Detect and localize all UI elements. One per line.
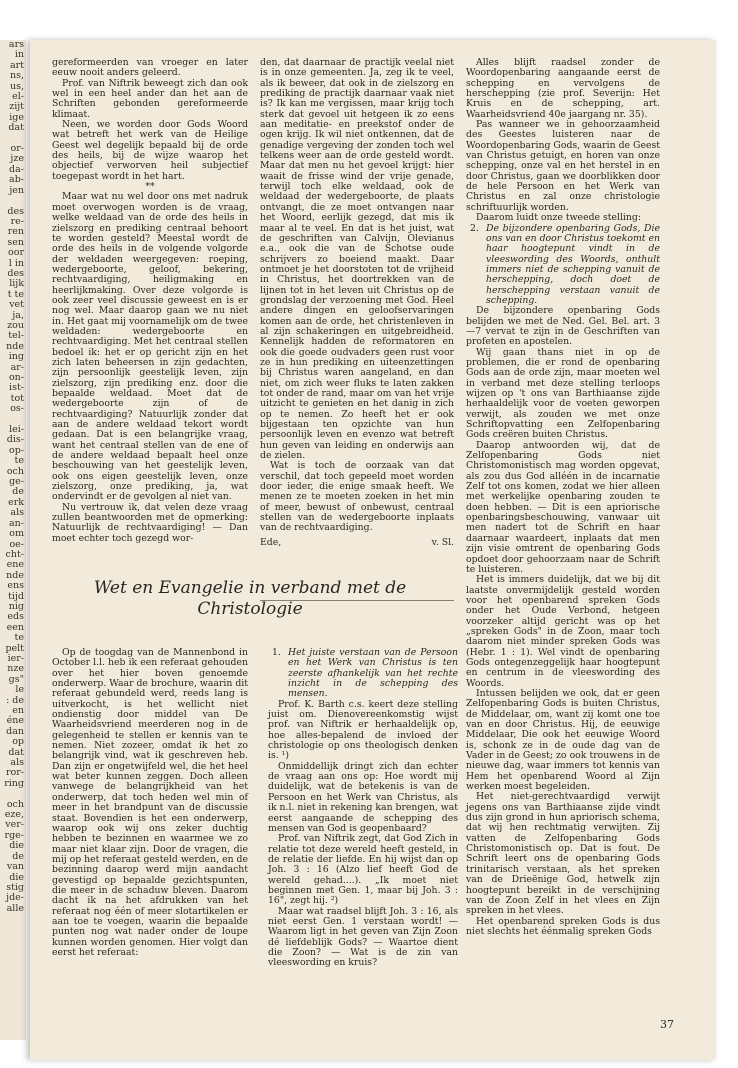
edge-fragment: rge- — [4, 829, 24, 841]
edge-fragment: ige — [9, 111, 24, 123]
paragraph: Maar wat raadsel blijft Joh. 3 : 16, als niet eerst Gen. 1 verstaan wordt! — Waarom ligt in het geven van Zijn Zoon dé liefdeblijk Gods? — Waartoe dient die Zoon? — Wat is de zin van vleeswording en kruis? — [268, 905, 458, 969]
edge-fragment: zijt — [9, 101, 24, 113]
paragraph: Op de toogdag van de Mannenbond in October l.l. heb ik een referaat gehouden over het hier boven genoemde onderwerp. Waar de brochure, waarin dit referaat gebundeld werd, reeds lang is uitverkocht, is het wellicht niet ondienstig door middel van De Waarheidsvriend meerderen nog in de gelegenheid te stellen er kennis van te nemen. Niet zozeer, omdat ik het zo belangrijk vind, wat ik geschreven heb. Dan zijn er ongetwijfeld wel, die het heel wat beter kunnen zeggen. Doch alleen vanwege de belangrijkheid van het onderwerp, dat toch heden wel min of meer in het brandpunt van de discussie staat. Bovendien is het een onderwerp, waarop ook wij ons zeker duchtig hebben te bezinnen en waarmee we zo maar niet klaar zijn. Door de vragen, die mij op het referaat gesteld werden, en de bezinning daarop werd mijn aandacht gevestigd op bepaalde gezichtspunten, die meer in de schaduw bleven. Daarom dacht ik na het afdrukken van het referaat nog één of meer slotartikelen er aan toe te voegen, waarin die bepaalde punten nog wat nader onder de loupe kunnen worden genomen. Hier volgt dan eerst het referaat: — [52, 647, 248, 958]
edge-fragment: oor — [8, 247, 24, 259]
edge-fragment: alle — [6, 902, 24, 914]
edge-fragment: dis- — [6, 434, 24, 446]
edge-fragment: ar- — [10, 361, 24, 373]
edge-fragment: art — [9, 59, 24, 71]
thesis-2 — [466, 224, 660, 307]
thesis-1 — [268, 648, 458, 700]
edge-fragment: eds — [7, 611, 24, 623]
edge-fragment: le — [15, 684, 24, 696]
thesis-number: 1. — [272, 647, 281, 658]
edge-fragment: ren — [7, 226, 24, 238]
edge-fragment: or- — [10, 143, 24, 155]
section-separator: ** — [145, 181, 155, 193]
edge-fragment: l in — [8, 257, 24, 269]
signature-author: v. Sl. — [431, 536, 454, 548]
edge-fragment: ist- — [9, 382, 24, 394]
edge-fragment: des — [7, 267, 24, 279]
paragraph: Daarop antwoorden wij, dat de Zelfopenbaring Gods niet Christomonistisch mag worden opgevat, als zou dus God alléén in de incarnatie Zelf tot ons komen, zodat we hier alleen met werkelijke openbaring zouden te doen hebben. — Dit is een apriorische openbaringsbeschouwing, vanwaar uit men nadert tot de Schrift en haar daarnaar waardeert, inplaats dat men zijn visie omtrent de openbaring Gods opdoet door gehoorzaam naar de Schrift te luisteren. — [466, 439, 660, 575]
edge-fragment: re- — [10, 215, 24, 227]
paragraph: Het niet-gerechtvaardigd verwijt jegens ons van Barthiaanse zijde vindt dus zijn grond in hun apriorisch schema, dat wij hen rechtmatig verwijten. Zij vatten de Zelfopenbaring Gods Christomonistisch op. Dat is fout. De Schrift leert ons de openbaring Gods trinitarisch verstaan, als het spreken van de Drieënige God, hetwelk zijn hoogtepunt bereikt in de verschijning van de Zoon Zelf in het vlees en Zijn spreken in het vlees. — [466, 791, 660, 917]
edge-fragment: tot — [10, 392, 24, 404]
paragraph: Prof. K. Barth c.s. keert deze stelling juist om. Dienovereenkomstig wijst prof. van Niftrik er herhaaldelijk op, hoe alles-bepalend de invloed der christologie op ons theologisch denken is. ¹) — [268, 698, 458, 762]
page-number: 37 — [660, 1018, 674, 1031]
edge-fragment: nig — [8, 600, 24, 612]
signature-place: Ede, — [260, 536, 282, 548]
paragraph: Intussen belijden we ook, dat er geen Zelfopenbaring Gods is buiten Christus, de Middelaar, om, want zij komt one toe van en door Christus. Hij, de eeuwige Middelaar, Die ook het eeuwige Woord is, schonk ze in de oude dag van de Vader in de Geest; zo ook trouwens in de nieuwe dag, waar immers tot kennis van Hem het openbarend Woord al Zijn werken moest begeleiden. — [466, 687, 660, 793]
edge-fragment: ror- — [5, 767, 24, 779]
paragraph: Het is immers duidelijk, dat we bij dit laatste onvermijdelijk gesteld worden voor het openbarend spreken Gods onder het Oude Verbond, hetgeen voorzeker altijd gericht was op het „spreken Gods" in de Zoon, maar toch daarom niet minder spreken Gods was (Hebr. 1 : 1). Wel vindt de openbaring Gods ontegenzeggelijk haar hoogtepunt en centrum in de vleeswording des Woords. — [466, 574, 660, 689]
edge-fragment: och — [6, 465, 24, 477]
edge-fragment: ens — [7, 580, 24, 592]
thesis-number: 2. — [470, 222, 479, 234]
edge-fragment: eze, — [4, 809, 24, 821]
edge-fragment: och — [6, 798, 24, 810]
edge-fragment: el- — [12, 91, 24, 103]
edge-fragment: dat — [8, 122, 24, 134]
edge-fragment: de — [12, 486, 24, 498]
paragraph: Wat is toch de oorzaak van dat verschil, dat toch gepeeld moet worden door ieder, die enige smaak heeft. We menen ze te moeten zoeken in het min of meer, bewust of onbewust, centraal stellen van de wedergeboorte inplaats van de rechtvaardiging. — [260, 460, 454, 534]
edge-fragment: jde- — [6, 892, 24, 904]
edge-fragment: tijd — [8, 590, 24, 602]
edge-fragment: in — [14, 49, 24, 61]
paragraph: De bijzondere openbaring Gods belijden we met de Ned. Gel. Bel. art. 3—7 vervat te zijn in de Geschriften van profeten en apostelen. — [466, 305, 660, 348]
edge-fragment: jen — [9, 184, 24, 196]
edge-fragment: nze — [7, 663, 24, 675]
edge-fragment: ier- — [7, 652, 24, 664]
edge-fragment: die — [9, 871, 24, 883]
paragraph: den, dat daarnaar de practijk veelal niet is in onze gemeenten. Ja, zeg ik te veel, als ik beweer, dat ook in de zielszorg en prediking de practijk daarnaar vaak niet is? Ik kan me vergissen, maar krijg toch sterk dat gevoel uit hetgeen ik zo eens aan meditatie- en preekstof onder de ogen krijg. Ik wil niet ontkennen, dat de genadige vergeving der zonden toch wel telkens weer aan de orde gesteld wordt. Maar dat men nu het gevoel krijgt: hier waait de frisse wind der vrije genade, terwijl toch elke weldaad, ook de weldaad der wedergeboorte, de plaats ontvangt, die ze moet ontvangen naar het Woord, eerlijk gezegd, dat mis ik maar al te veel. En dat is het juist, wat de geschriften van Calvijn, Olevianus e.a., ook die van de Schotse oude schrijvers zo boeiend maakt. Daar ontmoet je het doorstoten tot de vrijheid in Christus, het doortrekken van de lijnen tot in het leven uit Christus op de grondslag der verzoening met God. Heel andere dingen en geloofservaringen komen aan de orde, het christenleven in al zijn schakeringen en uitgebreidheid. Kennelijk hadden de reformatoren en ook die goede oudvaders geen rust voor ze in hun prediking en uiteenzettingen bij Christus waren aangeland, en dan niet, om zich weer fluks te laten zakken tot onder de rand, maar om van het vrije uitzicht te genieten en het danig in zich op te nemen. Zo heeft het er ook bijgestaan ten opzichte van hun persoonlijk leven en evenzo wat betreft hun geven van leiding en onderwijs aan de zielen. — [260, 57, 454, 462]
edge-fragment: oe- — [9, 538, 24, 550]
column-3 — [466, 58, 660, 937]
edge-fragment: stig — [6, 881, 24, 893]
edge-fragment: nde — [6, 569, 24, 581]
paragraph: Daarom luidt onze tweede stelling: — [476, 212, 641, 224]
edge-fragment: da- — [9, 163, 24, 175]
edge-fragment: vet — [9, 299, 24, 311]
edge-fragment: t te — [7, 288, 24, 300]
edge-fragment: : de — [6, 694, 24, 706]
edge-fragment: tel- — [8, 330, 24, 342]
article-column-1 — [52, 648, 248, 958]
paragraph: Prof. van Niftrik beweegt zich dan ook wel in een heel ander dan het aan de Schriften gebonden gereformeerde klimaat. — [52, 77, 248, 120]
edge-fragment: op — [12, 736, 24, 748]
paragraph: Alles blijft raadsel zonder de Woordopenbaring aangaande eerst de schepping en vervolgens de herschepping (zie prof. Severijn: Het Kruis en de schepping, art. Waarheidsvriend 40e jaargang nr. 35). — [466, 57, 660, 120]
edge-fragment: een — [6, 621, 24, 633]
thesis-text: Het juiste verstaan van de Persoon en het Werk van Christus is ten zeerste afhankelijk van het rechte inzicht in de schepping des mensen. — [288, 647, 458, 700]
paragraph: Pas wanneer we in gehoorzaamheid des Geestes luisteren naar de Woordopenbaring Gods, waarin de Geest van Christus getuigt, en horen van onze schepping, onze val en het herstel in en door Christus, gaan we doorblikken door de hele Persoon en het Werk van Christus en zal onze christologie schriftuurlijk worden. — [466, 119, 660, 213]
column-1 — [52, 58, 248, 544]
edge-fragment: ge- — [9, 476, 24, 488]
edge-fragment: des — [7, 205, 24, 217]
paragraph: Onmiddellijk dringt zich dan echter de vraag aan ons op: Hoe wordt mij duidelijk, wat de betekenis is van de Persoon en het Werk van Christus, als ik n.l. niet in rekening kan brengen, wat eerst aangaande de schepping des mensen van God is geopenbaard? — [268, 760, 458, 834]
edge-fragment: on- — [8, 372, 24, 383]
paragraph: Wij gaan thans niet in op de problemen, die er rond de openbaring Gods aan de orde zijn, maar moeten wel in verband met deze stelling terloops wijzen op 't ons van Barthiaanse zijde herhaaldelijk voor de voeten geworpen verwijt, als zouden we met onze Schriftopvatting een Zelfopenbaring Gods creëren buiten Christus. — [466, 346, 660, 441]
edge-fragment: pelt — [5, 642, 24, 654]
edge-fragment: dat — [8, 746, 24, 758]
article-title: Wet en Evangelie in verband met de Christologie — [93, 578, 407, 619]
edge-fragment: an- — [9, 517, 24, 529]
paragraph: gereformeerden van vroeger en later eeuw nooit anders geleerd. — [52, 57, 248, 79]
edge-fragment: als — [10, 507, 24, 519]
edge-fragment: ing — [8, 351, 24, 363]
edge-fragment: erk — [8, 496, 24, 508]
edge-fragment: lijk — [9, 278, 24, 290]
column-2 — [260, 58, 454, 548]
edge-fragment: van — [6, 861, 24, 873]
edge-fragment: om — [9, 528, 24, 540]
edge-fragment: ver- — [5, 819, 24, 831]
paragraph: Neen, we worden door Gods Woord wat betreft het werk van de Heilige Geest wel degelijk bepaald bij de orde des heils, bij de wijze waarop het objectief verworven heil subjectief toegepast wordt in het hart. — [52, 119, 248, 182]
paragraph: Maar wat nu wel door ons met nadruk moet overwogen worden is de vraag, welke weldaad van de orde des heils in zielszorg en prediking centraal behoort te worden gesteld? Meestal wordt de orde des heils in de volgende volgorde der weldaden weergegeven: roeping, wedergeboorte, geloof, bekering, rechtvaardiging, heiligmaking en heerlijkmaking. Over deze volgorde is ook zeer veel discussie geweest en is er nog wel. Maar daarop gaan we nu niet in. Het gaat mij voornamelijk om de twee weldaden: wedergeboorte en rechtvaardiging. Met het centraal stellen bedoel ik: het er op gericht zijn en het zich laten beheersen in zijn gedachten, zijn persoonlijk geestelijk leven, zijn zielszorg, zijn prediking enz. door die bepaalde weldaad. Moet dat de wedergeboorte zijn of de rechtvaardiging? Natuurlijk zonder dat aan de andere weldaad tekort wordt gedaan. Dat is een belangrijke vraag, want het centraal stellen van de ene of de andere weldaad bepaalt heel onze beschouwing van het geestelijk leven, ook ons eigen geestelijk leven, onze zielszorg, onze prediking, ja, wat ondervindt er de gevolgen al niet van. — [52, 191, 248, 503]
previous-page-edge — [0, 40, 26, 1040]
edge-fragment: nde — [6, 340, 24, 352]
thesis-text: De bijzondere openbaring Gods, Die ons van en door Christus toekomt en haar hoogtepunt vindt in de vleeswording des Woords, onthult immers niet de schepping vanuit de herschepping, doch doet de herschepping verstaan vanuit de schepping. — [486, 222, 660, 306]
edge-fragment: gs" — [8, 673, 24, 685]
edge-fragment: sen — [7, 236, 24, 248]
edge-fragment — [0, 196, 26, 206]
paragraph: Nu vertrouw ik, dat velen deze vraag zullen beantwoorden met de opmerking: Natuurlijk de rechtvaardiging! — Dan moet echter toch gezegd wor- — [52, 501, 248, 544]
edge-fragment: éne — [6, 715, 24, 727]
edge-fragment: jze — [10, 153, 24, 165]
edge-fragment: op- — [8, 444, 24, 456]
edge-fragment: te — [14, 632, 24, 644]
edge-fragment: zou — [7, 319, 24, 331]
edge-fragment: als — [10, 757, 24, 769]
edge-fragment: us, — [9, 80, 24, 92]
edge-fragment: dan — [6, 725, 24, 737]
edge-fragment: cht- — [5, 548, 24, 560]
edge-fragment: ns, — [9, 70, 24, 82]
edge-fragment: ars — [8, 40, 24, 50]
edge-fragment: die — [9, 840, 24, 852]
edge-fragment: te — [14, 455, 24, 467]
edge-fragment: ab- — [9, 174, 24, 186]
paragraph: Het openbarend spreken Gods is dus niet slechts het éénmalig spreken Gods — [466, 915, 660, 937]
edge-fragment: os- — [10, 403, 24, 415]
edge-fragment: de — [12, 850, 24, 862]
paragraph: Prof. van Niftrik zegt, dat God Zich in relatie tot deze wereld heeft gesteld, in de relatie der liefde. En hij wijst dan op Joh. 3 : 16 (Alzo lief heeft God de wereld gehad....). „Ik moet niet beginnen met Gen. 1, maar bij Joh. 3 : 16", zegt hij. ²) — [268, 833, 458, 907]
article-column-2 — [268, 648, 458, 969]
edge-fragment: ene — [6, 559, 24, 571]
edge-fragment: ja, — [12, 309, 24, 321]
edge-fragment: ring — [4, 777, 24, 789]
edge-fragment: en — [12, 705, 24, 716]
edge-fragment: lei- — [9, 424, 24, 436]
article-signature — [260, 538, 454, 548]
